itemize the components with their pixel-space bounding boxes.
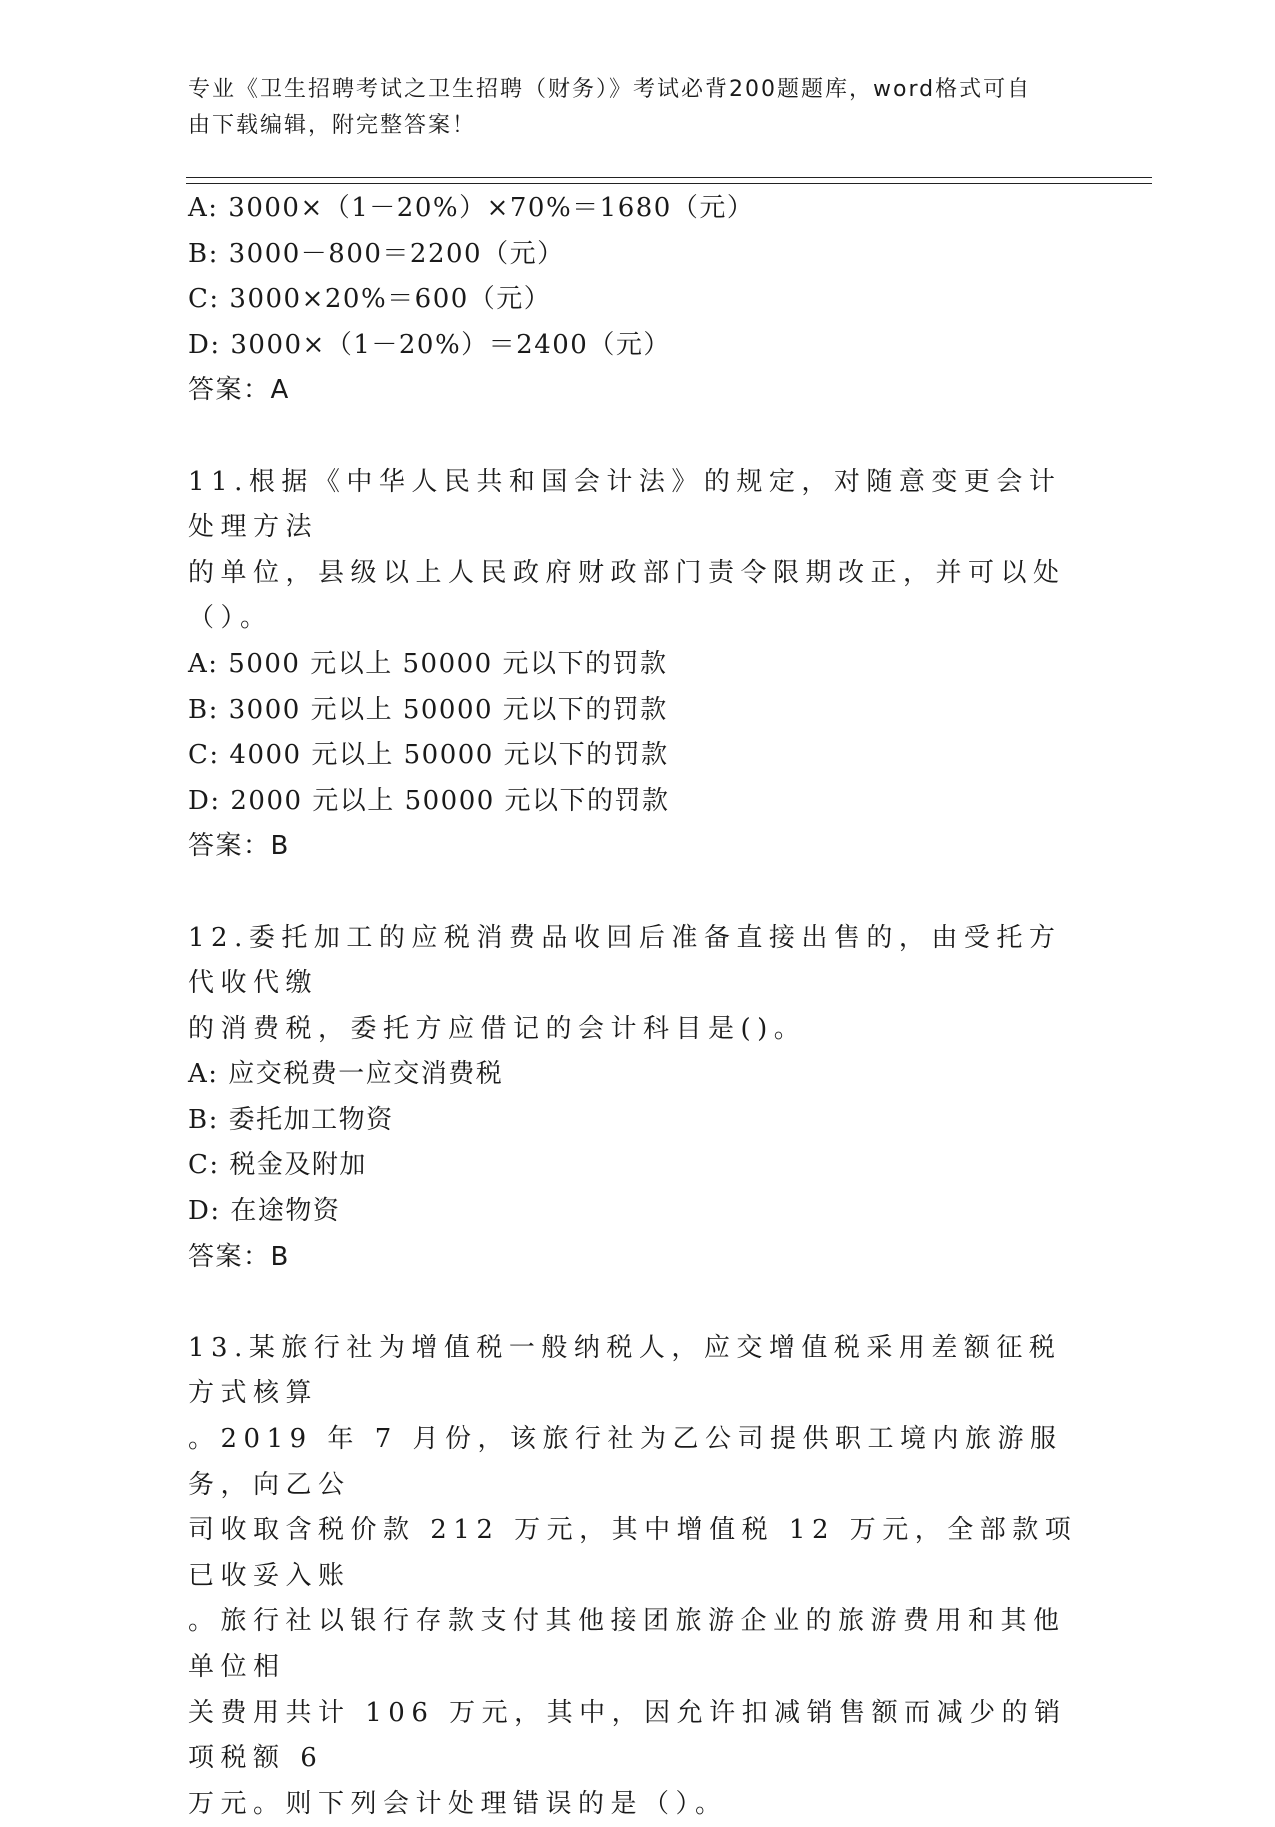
option-d: D: 2000 元以上 50000 元以下的罚款 <box>188 785 670 816</box>
header-divider-top <box>186 177 1152 178</box>
option-c: C: 4000 元以上 50000 元以下的罚款 <box>188 740 669 771</box>
option-c: C: 3000×20%＝600（元） <box>188 284 552 315</box>
answer-line: 答案：A <box>188 375 290 406</box>
answer-line: 答案：B <box>188 1241 290 1272</box>
question-stem-line: 司收取含税价款 212 万元，其中增值税 12 万元，全部款项已收妥入账 <box>188 1515 1078 1591</box>
option-b: B: 3000 元以上 50000 元以下的罚款 <box>188 694 668 725</box>
question-stem-line: 12.委托加工的应税消费品收回后准备直接出售的，由受托方代收代缴 <box>188 922 1062 999</box>
header-line-2: 由下载编辑，附完整答案！ <box>188 113 477 138</box>
page-header <box>188 72 1068 144</box>
option-a: A: 5000 元以上 50000 元以下的罚款 <box>188 648 668 679</box>
option-a: A: 应交税费一应交消费税 <box>188 1059 504 1090</box>
question-stem-line: 万元。则下列会计处理错误的是（）。 <box>188 1788 728 1819</box>
question-11 <box>188 460 1078 870</box>
question-12 <box>188 916 1078 1281</box>
question-stem-line: 。旅行社以银行存款支付其他接团旅游企业的旅游费用和其他单位相 <box>188 1606 1066 1682</box>
header-divider-bottom <box>186 183 1152 184</box>
spacer <box>188 1280 1078 1326</box>
question-10 <box>188 186 1078 414</box>
question-stem-line: 的单位，县级以上人民政府财政部门责令限期改正，并可以处（）。 <box>188 557 1066 634</box>
option-a: A: 3000×（1－20%）×70%＝1680（元） <box>188 193 755 223</box>
answer-line: 答案：B <box>188 831 290 862</box>
spacer <box>188 870 1078 916</box>
spacer <box>188 414 1078 460</box>
option-c: C: 税金及附加 <box>188 1150 367 1181</box>
question-13 <box>188 1326 1078 1827</box>
question-stem-line: 11.根据《中华人民共和国会计法》的规定，对随意变更会计处理方法 <box>188 466 1062 543</box>
question-stem-line: 13.某旅行社为增值税一般纳税人，应交增值税采用差额征税方式核算 <box>188 1332 1062 1409</box>
question-list <box>188 186 1078 1827</box>
option-b: B: 委托加工物资 <box>188 1104 394 1135</box>
question-stem-line: 的消费税，委托方应借记的会计科目是()。 <box>188 1013 807 1044</box>
question-stem-line: 关费用共计 106 万元，其中，因允许扣减销售额而减少的销项税额 6 <box>188 1697 1067 1774</box>
header-line-1: 专业《卫生招聘考试之卫生招聘（财务）》考试必背200题题库，word格式可自 <box>188 77 1032 102</box>
option-b: B: 3000－800＝2200（元） <box>188 238 565 269</box>
option-d: D: 在途物资 <box>188 1196 341 1227</box>
question-stem-line: 。2019 年 7 月份，该旅行社为乙公司提供职工境内旅游服务，向乙公 <box>188 1424 1063 1500</box>
option-d: D: 3000×（1－20%）＝2400（元） <box>188 329 671 360</box>
